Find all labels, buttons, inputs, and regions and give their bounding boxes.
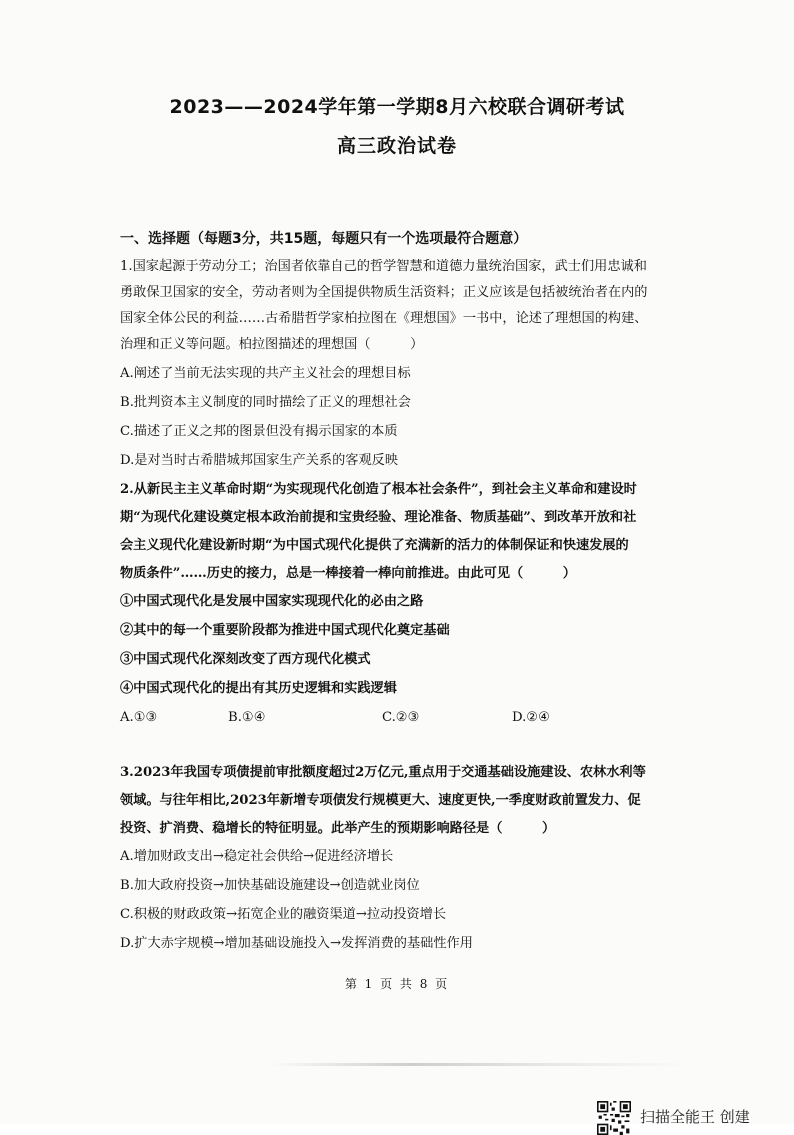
option-a: A.增加财政支出→稳定社会供给→促进经济增长 [120, 849, 394, 864]
qr-code-icon [597, 1101, 631, 1135]
scan-artifact-line [270, 1063, 690, 1066]
statement-2: ②其中的每一个重要阶段都为推进中国式现代化奠定基础 [120, 623, 450, 638]
option-c: C.描述了正义之邦的图景但没有揭示国家的本质 [120, 424, 398, 439]
option-b: B.①④ [228, 710, 266, 725]
exam-title: 2023——2024学年第一学期8月六校联合调研考试 [169, 96, 625, 118]
question-3 [120, 760, 680, 960]
question-stem-line: 国家全体公民的利益……古希腊哲学家柏拉图在《理想国》一书中，论述了理想国的构建、 [120, 311, 648, 326]
option-b: B.加大政府投资→加快基础设施建设→创造就业岗位 [120, 878, 420, 893]
section-heading: 一、选择题（每题3分，共15题，每题只有一个选项最符合题意） [120, 231, 528, 247]
question-stem-line: 勇敢保卫国家的安全，劳动者则为全国提供物质生活资料；正义应该是包括被统治者在内的 [120, 285, 648, 300]
option-d: D.是对当时古希腊城邦国家生产关系的客观反映 [120, 453, 399, 468]
option-d: D.扩大赤字规模→增加基础设施投入→发挥消费的基础性作用 [120, 936, 473, 951]
exam-subtitle: 高三政治试卷 [336, 135, 457, 157]
question-stem-line: 物质条件”……历史的接力，总是一棒接着一棒向前推进。由此可见（ ） [120, 566, 576, 581]
option-c: C.②③ [382, 710, 420, 725]
question-stem-line: 1.国家起源于劳动分工；治国者依靠自己的哲学智慧和道德力量统治国家，武士们用忠诚和 [120, 259, 647, 274]
question-stem-line: 领域。与往年相比,2023年新增专项债发行规模更大、速度更快,一季度财政前置发力、促 [120, 793, 641, 808]
options-row [120, 705, 680, 731]
scanner-watermark: 扫描全能王 创建 [640, 1108, 750, 1126]
option-c: C.积极的财政政策→拓宽企业的融资渠道→拉动投资增长 [120, 907, 447, 922]
statement-4: ④中国式现代化的提出有其历史逻辑和实践逻辑 [120, 681, 397, 696]
page-number: 第 1 页 共 8 页 [344, 977, 450, 991]
question-stem-line: 投资、扩消费、稳增长的特征明显。此举产生的预期影响路径是（ ） [120, 821, 556, 836]
statement-3: ③中国式现代化深刻改变了西方现代化模式 [120, 652, 371, 667]
option-a: A.阐述了当前无法实现的共产主义社会的理想目标 [120, 366, 411, 381]
question-stem-line: 治理和正义等问题。柏拉图描述的理想国（ ） [120, 337, 424, 352]
option-b: B.批判资本主义制度的同时描绘了正义的理想社会 [120, 395, 411, 410]
option-a: A.①③ [120, 710, 158, 725]
question-2 [120, 477, 680, 731]
question-stem-line: 期“为现代化建设奠定根本政治前提和宝贵经验、理论准备、物质基础”、到改革开放和社 [120, 510, 637, 525]
question-stem-line: 2.从新民主主义革命时期“为实现现代化创造了根本社会条件”，到社会主义革命和建设时 [120, 482, 637, 497]
option-d: D.②④ [512, 710, 550, 725]
question-stem-line: 会主义现代化建设新时期“为中国式现代化提供了充满新的活力的体制保证和快速发展的 [120, 538, 629, 553]
statement-1: ①中国式现代化是发展中国家实现现代化的必由之路 [120, 594, 424, 609]
question-1 [120, 254, 680, 474]
question-stem-line: 3.2023年我国专项债提前审批额度超过2万亿元,重点用于交通基础设施建设、农林水利等 [120, 765, 646, 780]
